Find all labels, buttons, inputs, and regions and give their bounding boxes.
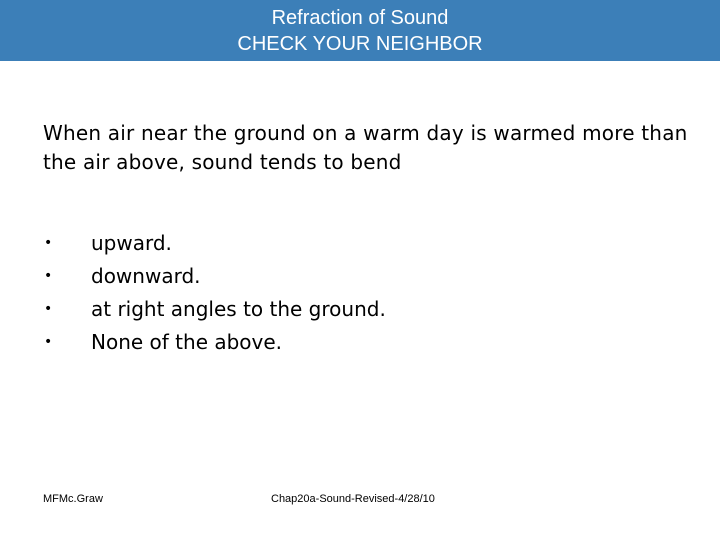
- footer-author: MFMc.Graw: [43, 493, 103, 505]
- bullet-icon: •: [44, 268, 53, 284]
- slide-subtitle: CHECK YOUR NEIGHBOR: [237, 33, 483, 55]
- bullet-icon: •: [44, 235, 53, 251]
- answer-option-label: upward.: [91, 231, 172, 255]
- answer-option-label: None of the above.: [91, 330, 283, 354]
- footer-file-label: Chap20a-Sound-Revised-4/28/10: [271, 493, 435, 505]
- answer-option-label: downward.: [91, 264, 201, 288]
- bullet-icon: •: [44, 301, 53, 317]
- slide-title: Refraction of Sound: [271, 7, 449, 29]
- question-text: When air near the ground on a warm day is warmed more than the air above, sound tends to bend: [43, 121, 688, 174]
- answer-option-label: at right angles to the ground.: [91, 297, 386, 321]
- bullet-icon: •: [44, 334, 53, 350]
- slide-header: [0, 0, 720, 61]
